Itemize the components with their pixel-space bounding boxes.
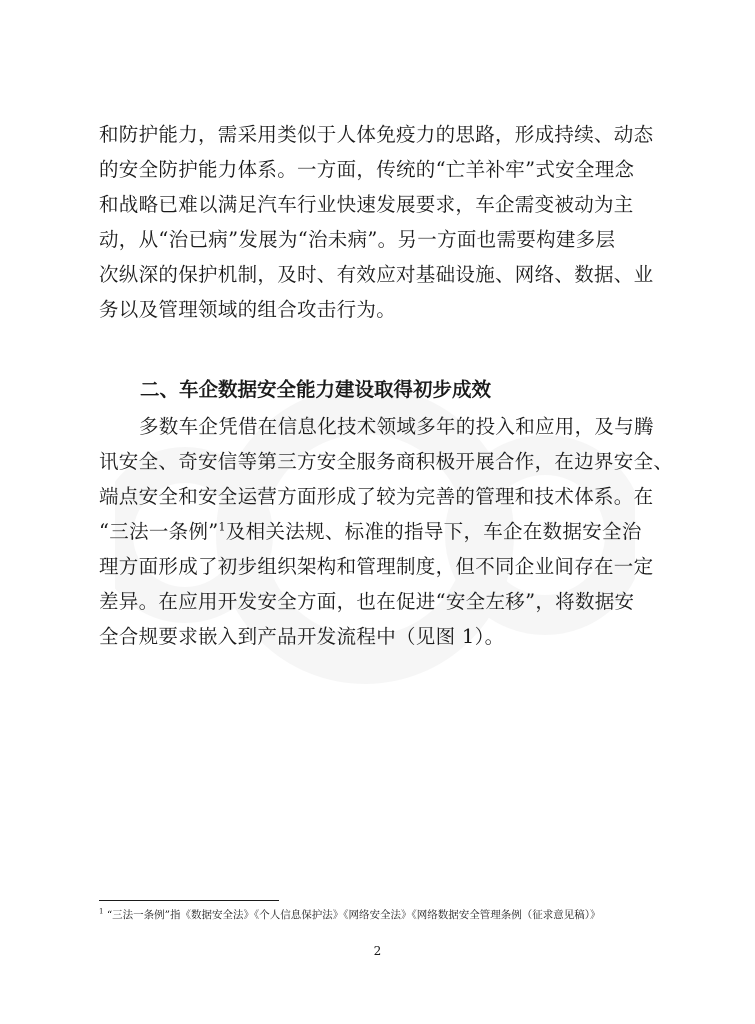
section-heading: 二、车企数据安全能力建设取得初步成效 <box>140 378 492 401</box>
paragraph-line: 和防护能力，需采用类似于人体免疫力的思路，形成持续、动态 <box>99 123 654 146</box>
paragraph-line <box>99 514 659 549</box>
paragraph-line: 差异。在应用开发安全方面，也在促进“安全左移”，将数据安 <box>99 590 635 613</box>
footnote <box>99 907 601 922</box>
footnote-divider <box>99 900 279 901</box>
paragraph-line: 务以及管理领域的组合攻击行为。 <box>99 298 397 321</box>
paragraph-line: 全合规要求嵌入到产品开发流程中（见图 1）。 <box>99 625 505 648</box>
paragraph-line: 讯安全、奇安信等第三方安全服务商积极开展合作，在边界安全、 <box>99 450 674 473</box>
paragraph-line: 多数车企凭借在信息化技术领域多年的投入和应用，及与腾 <box>139 415 654 438</box>
paragraph-line: 动，从“治已病”发展为“治未病”。另一方面也需要构建多层 <box>99 228 616 251</box>
law-reference: “三法一条例” <box>99 520 219 543</box>
paragraph-line: 端点安全和安全运营方面形成了较为完善的管理和技术体系。在 <box>99 485 654 508</box>
footnote-number: 1 <box>99 907 104 916</box>
paragraph-line: 理方面形成了初步组织架构和管理制度，但不同企业间存在一定 <box>99 555 654 578</box>
paragraph-line: 的安全防护能力体系。一方面，传统的“亡羊补牢”式安全理念 <box>99 158 635 181</box>
footnote-text: “三法一条例”指《数据安全法》《个人信息保护法》《网络安全法》《网络数据安全管理条例（征求意见稿）》 <box>106 909 601 921</box>
line-continuation: 及相关法规、标准的指导下，车企在数据安全治 <box>225 520 642 543</box>
paragraph-line: 和战略已难以满足汽车行业快速发展要求，车企需变被动为主 <box>99 193 634 216</box>
body-paragraph-2 <box>99 409 674 654</box>
footnote-marker[interactable]: 1 <box>218 520 226 534</box>
body-paragraph-1 <box>99 117 659 327</box>
page-number: 2 <box>373 944 382 958</box>
paragraph-line: 次纵深的保护机制，及时、有效应对基础设施、网络、数据、业 <box>99 263 654 286</box>
